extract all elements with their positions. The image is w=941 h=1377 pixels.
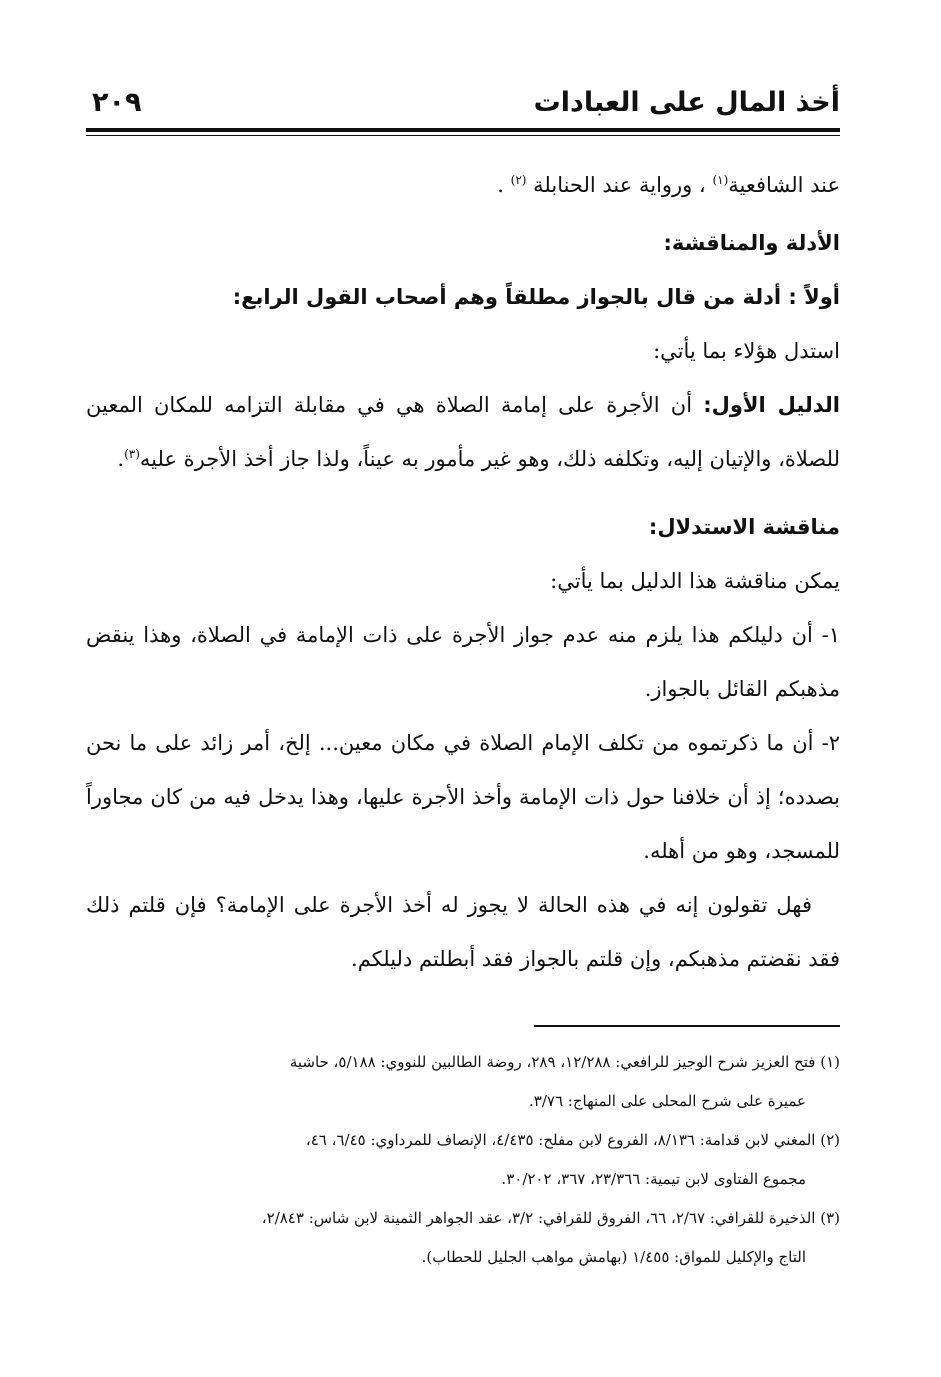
evidence-1-lead: الدليل الأول: xyxy=(703,393,840,417)
evidence-1-end: . xyxy=(117,447,125,471)
footnote-2-cont: مجموع الفتاوى لابن تيمية: ٢٣/٣٦٦، ٣٦٧، ٣٠/٢٠٢. xyxy=(501,1170,806,1188)
footnote-2: (٢) المغني لابن قدامة: ٨/١٣٦، الفروع لابن مفلح: ٤/٤٣٥، الإنصاف للمرداوي: ٦/٤٥، ٤٦، xyxy=(305,1131,840,1149)
footnotes xyxy=(86,1043,840,1277)
footnote-ref-1[interactable]: (١) xyxy=(712,173,729,187)
footnote-1: (١) فتح العزيز شرح الوجيز للرافعي: ١٢/٢٨٨، ٢٨٩، روضة الطالبين للنووي: ٥/١٨٨، حاشية xyxy=(289,1053,840,1071)
discussion-point-2: ٢- أن ما ذكرتموه من تكلف الإمام الصلاة في مكان معين... إلخ، أمر زائد على ما نحن بصدده؛ إذ أن خلافنا حول ذات الإمامة وأخذ الأجرة عليها، وهذا يدخل فيه من كان مجاوراً للمسجد، وهو من أهله. xyxy=(86,731,840,863)
opening-text: عند الشافعية xyxy=(728,173,840,197)
footnote-ref-3[interactable]: (٣) xyxy=(124,447,140,461)
evidence-1 xyxy=(86,378,840,486)
running-title: أخذ المال على العبادات xyxy=(533,87,840,118)
heading-discussion: مناقشة الاستدلال: xyxy=(648,515,840,539)
footnote-1-cont: عميرة على شرح المحلى على المنهاج: ٣/٧٦. xyxy=(529,1092,806,1110)
heading-first-opinion: أولاً : أدلة من قال بالجواز مطلقاً وهم أصحاب القول الرابع: xyxy=(232,285,840,309)
header-rule-thick xyxy=(86,128,840,132)
page-header xyxy=(86,82,840,126)
header-rule-thin xyxy=(86,135,840,136)
closing-paragraph: فهل تقولون إنه في هذه الحالة لا يجوز له أخذ الأجرة على الإمامة؟ فإن قلتم ذلك فقد نقضتم مذهبكم، وإن قلتم بالجواز فقد أبطلتم دليلكم. xyxy=(86,893,840,971)
footnote-separator xyxy=(534,1025,840,1027)
page-number: ٢٠٩ xyxy=(92,87,142,118)
intro-line: استدل هؤلاء بما يأتي: xyxy=(653,339,840,363)
discussion-point-1: ١- أن دليلكم هذا يلزم منه عدم جواز الأجرة على ذات الإمامة في الصلاة، وهذا ينقض مذهبكم القائل بالجواز. xyxy=(86,623,840,701)
book-page xyxy=(86,82,840,1332)
footnote-3: (٣) الذخيرة للقرافي: ٢/٦٧، ٦٦، الفروق للقرافي: ٣/٢، عقد الجواهر الثمينة لابن شاس: ٢/٨٤٣، xyxy=(261,1209,840,1227)
opening-line xyxy=(86,158,840,212)
main-text xyxy=(86,158,840,986)
opening-mid: ، ورواية عند الحنابلة xyxy=(533,173,706,197)
footnote-3-cont: التاج والإكليل للمواق: ١/٤٥٥ (بهامش مواهب الجليل للحطاب). xyxy=(421,1248,806,1266)
discussion-intro: يمكن مناقشة هذا الدليل بما يأتي: xyxy=(550,569,840,593)
evidence-1-text: أن الأجرة على إمامة الصلاة هي في مقابلة التزامه للمكان المعين للصلاة، والإتيان إليه، وتكلفه ذلك، وهو غير مأمور به عيناً، ولذا جاز أخذ الأجرة عليه xyxy=(86,393,840,471)
opening-end: . xyxy=(497,173,504,197)
footnote-ref-2[interactable]: (٢) xyxy=(510,173,527,187)
heading-evidence: الأدلة والمناقشة: xyxy=(663,231,840,255)
